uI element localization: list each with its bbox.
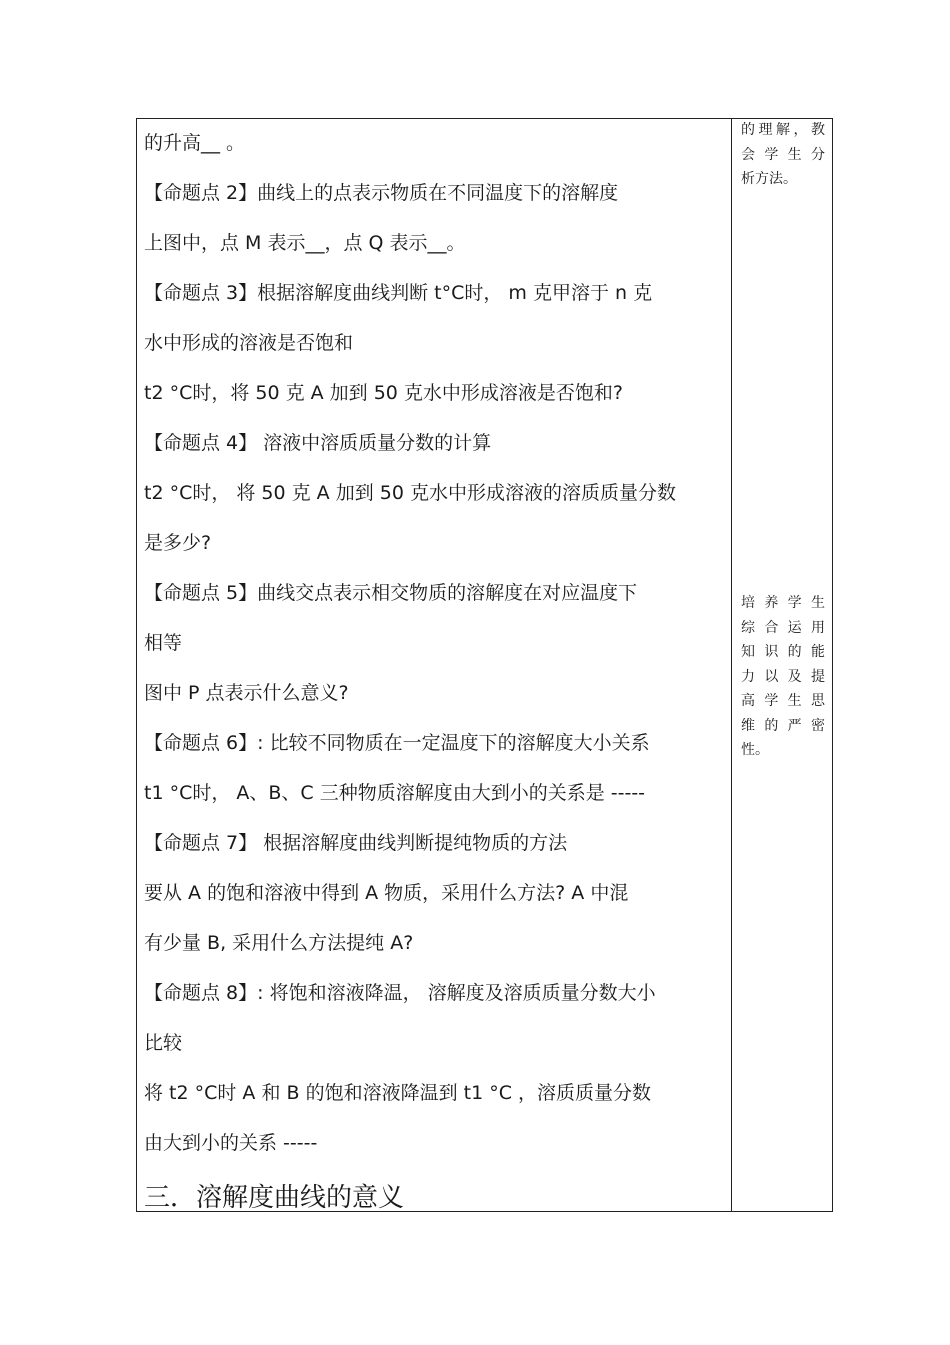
side-note-line: 析方法。 [741, 171, 797, 187]
side-note-line: 维 的 严 密 [741, 717, 825, 734]
text-line: 水中形成的溶液是否饱和 [144, 332, 354, 354]
side-note-line: 综 合 运 用 [741, 619, 825, 636]
text-line: 【命题点 4】 溶液中溶质质量分数的计算 [144, 432, 492, 454]
text-line: 【命题点 6】: 比较不同物质在一定温度下的溶解度大小关系 [144, 732, 650, 754]
text-line: 由大到小的关系 ----- [144, 1132, 318, 1154]
side-note-analysis [741, 118, 825, 192]
side-note-line: 知 识 的 能 [741, 644, 825, 660]
text-line: 图中 P 点表示什么意义? [144, 682, 349, 704]
side-note-line: 高 学 生 思 [741, 693, 825, 709]
text-line: t2 °C时，将 50 克 A 加到 50 克水中形成溶液是否饱和? [144, 382, 624, 404]
text-line: 相等 [144, 632, 183, 654]
side-note-line: 会 学 生 分 [741, 146, 825, 163]
side-note-line: 力 以 及 提 [741, 668, 825, 685]
text-line: 有少量 B, 采用什么方法提纯 A? [144, 932, 414, 954]
column-divider [731, 118, 732, 1212]
section-heading: 三．溶解度曲线的意义 [144, 1183, 405, 1213]
text-line: 上图中，点 M 表示__，点 Q 表示__。 [144, 232, 466, 254]
text-line: 【命题点 3】根据溶解度曲线判断 t°C时， m 克甲溶于 n 克 [144, 282, 653, 304]
text-line: t1 °C时， A、B、C 三种物质溶解度由大到小的关系是 ----- [144, 782, 646, 804]
text-line: t2 °C时， 将 50 克 A 加到 50 克水中形成溶液的溶质质量分数 [144, 482, 676, 504]
text-line: 【命题点 8】: 将饱和溶液降温， 溶解度及溶质质量分数大小 [144, 982, 656, 1004]
text-line: 要从 A 的饱和溶液中得到 A 物质，采用什么方法? A 中混 [144, 882, 629, 904]
text-line: 是多少? [144, 532, 212, 554]
text-line: 的升高__ 。 [144, 132, 246, 154]
side-note-ability [741, 591, 825, 763]
side-note-line: 培 养 学 生 [741, 595, 825, 611]
text-line: 【命题点 2】曲线上的点表示物质在不同温度下的溶解度 [144, 182, 619, 204]
text-line: 【命题点 7】 根据溶解度曲线判断提纯物质的方法 [144, 832, 568, 854]
side-note-line: 的理解，教 [741, 122, 825, 138]
text-line: 【命题点 5】曲线交点表示相交物质的溶解度在对应温度下 [144, 582, 638, 604]
text-line: 将 t2 °C时 A 和 B 的饱和溶液降温到 t1 °C ，溶质质量分数 [144, 1082, 651, 1104]
main-content [144, 124, 726, 1220]
text-line: 比较 [144, 1032, 183, 1054]
side-note-line: 性。 [741, 742, 769, 758]
